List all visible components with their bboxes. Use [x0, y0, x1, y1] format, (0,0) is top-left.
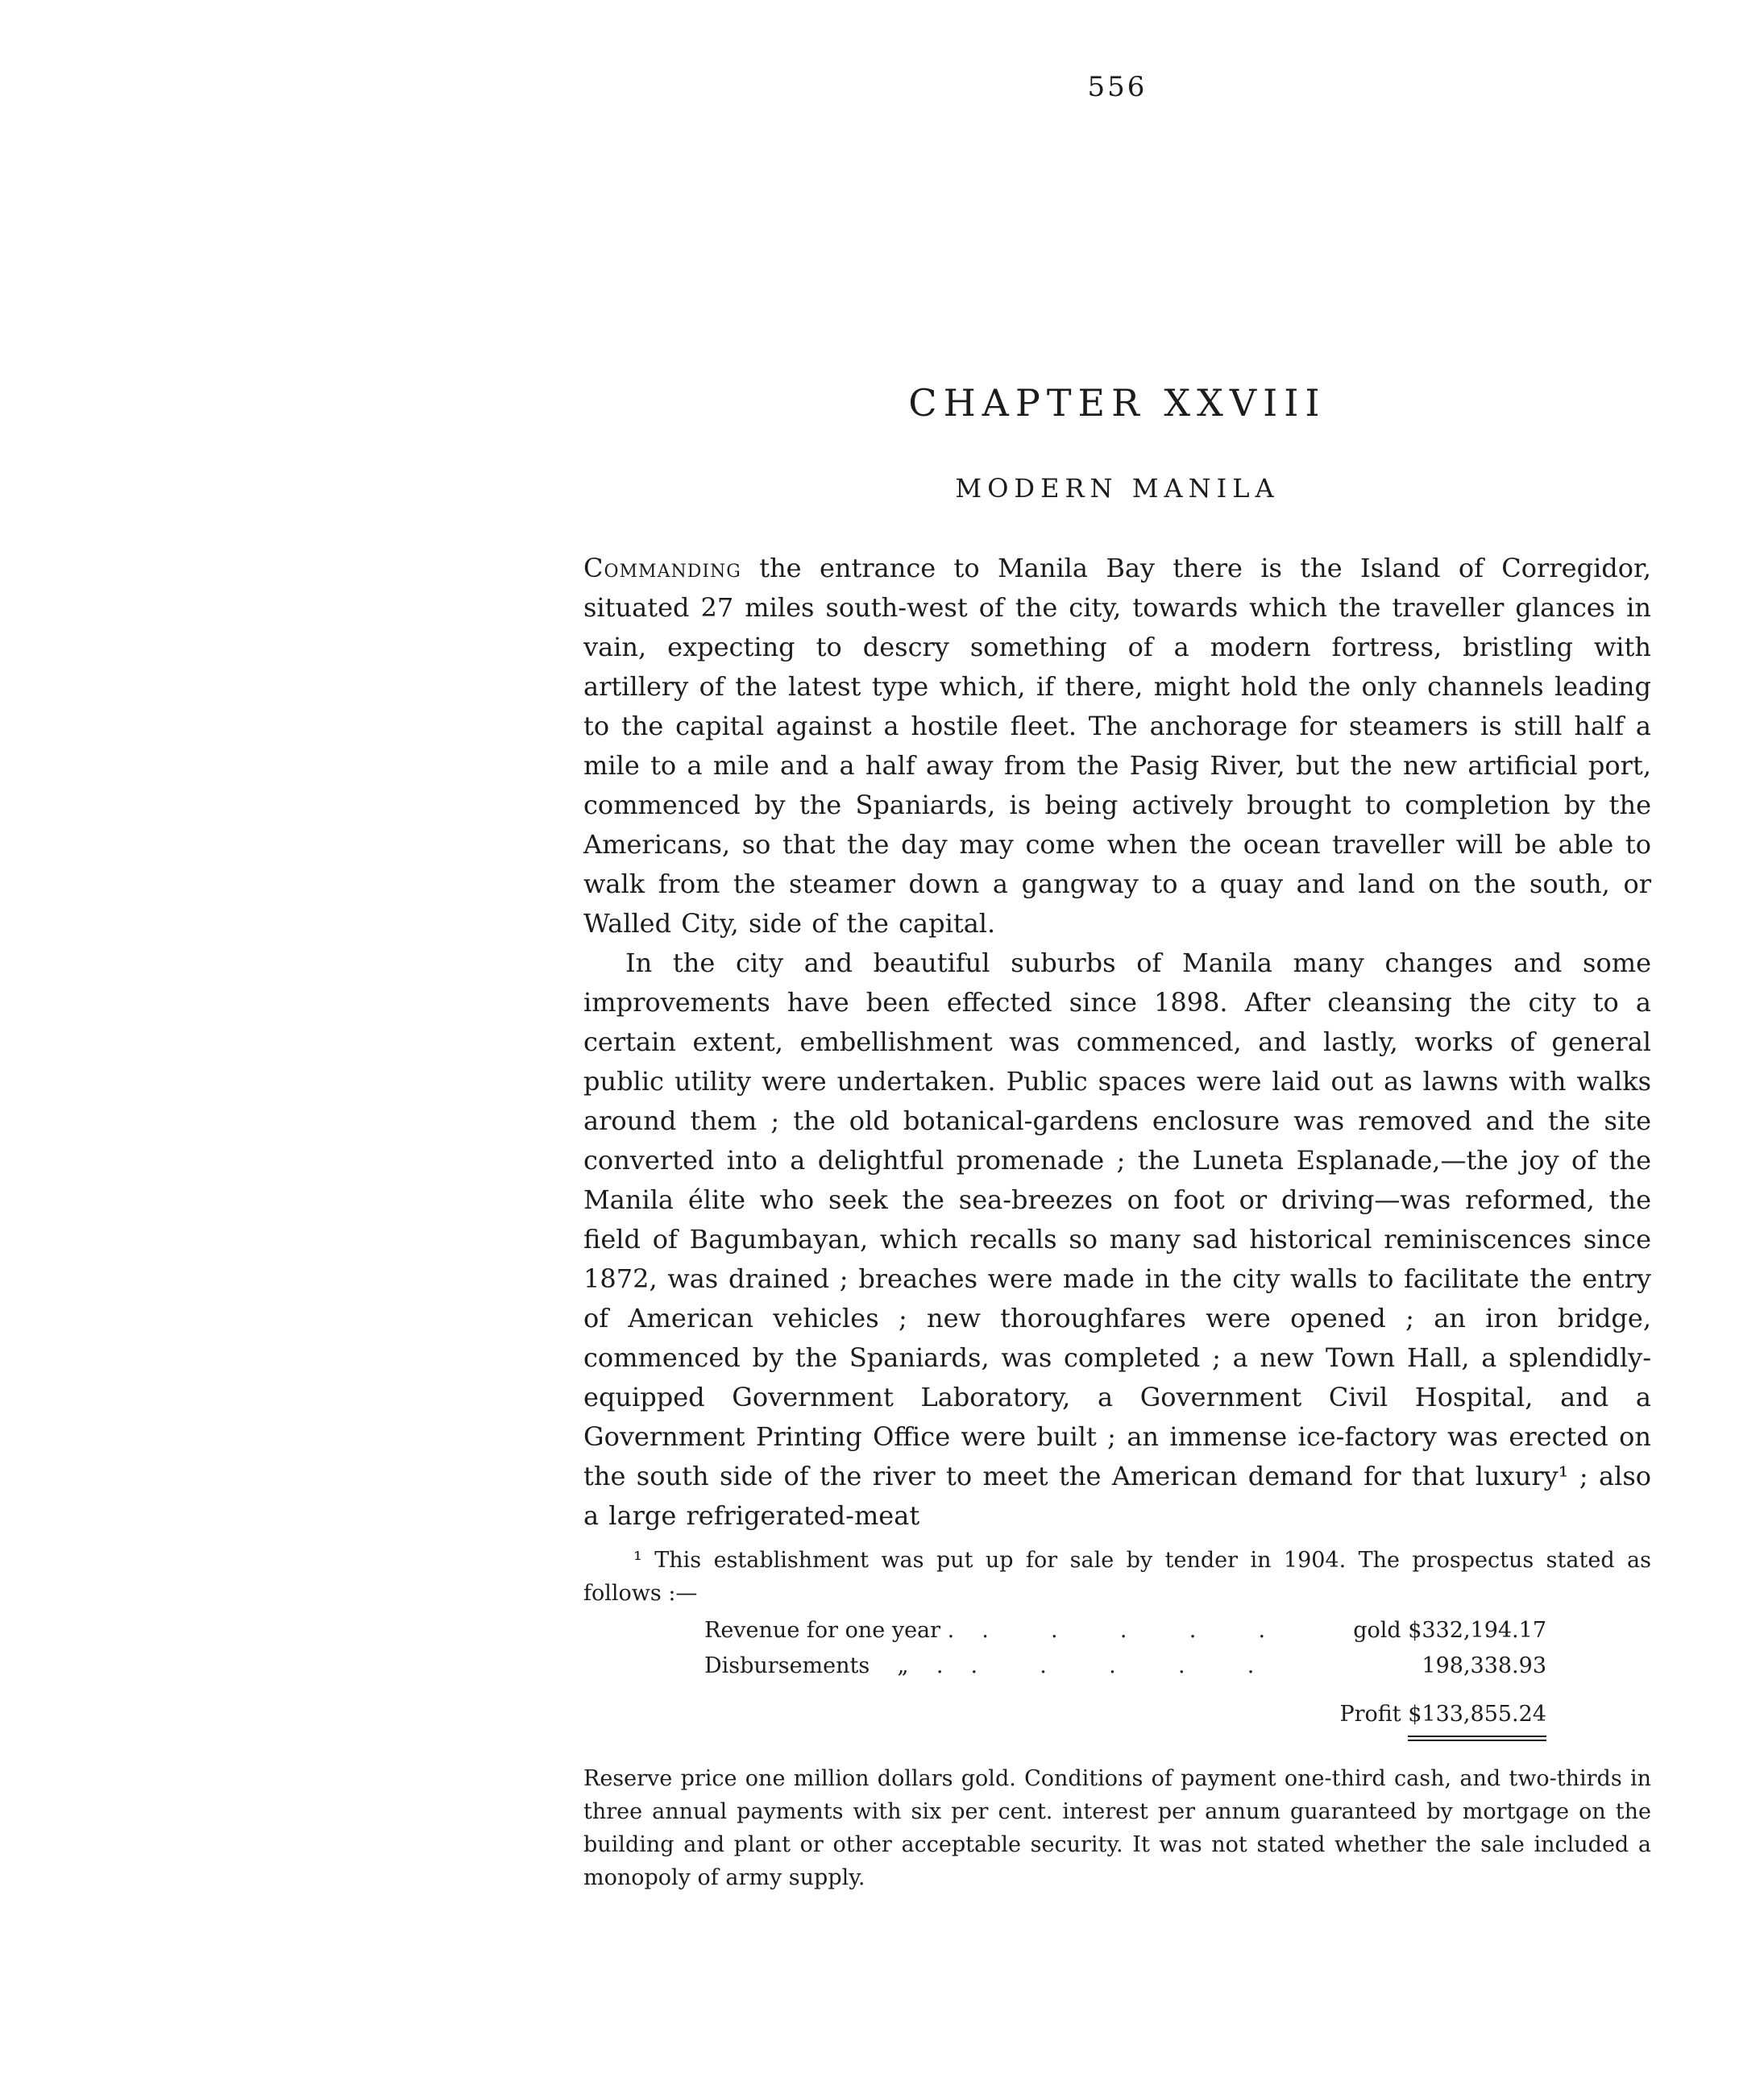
- footnote-intro: ¹ This establishment was put up for sale by tender in 1904. The prospectus stated as follows :—: [583, 1548, 1651, 1606]
- chapter-heading: CHAPTER XXVIII: [908, 381, 1326, 425]
- text-block: [583, 0, 1651, 1894]
- account-leaders: . . . . .: [982, 1618, 1266, 1643]
- account-row-revenue: [704, 1613, 1546, 1649]
- profit-amount: $133,855.24: [1408, 1697, 1546, 1741]
- footnote: [583, 1544, 1651, 1894]
- paragraph-2: In the city and beautiful suburbs of Manila many changes and some improvements have been effected since 1898. After cleansing the city to a certain extent, embellishment was commenced, and lastly, works of general public utility were undertaken. Public spaces were laid out as lawns with walks around them ; the old botanical-gardens enclosure was removed and the site converted into a delightful promenade ; the Luneta Esplanade,—the joy of the Manila élite who seek the sea-breezes on foot or driving—was reformed, the field of Bagumbayan, which recalls so many sad historical reminiscences since 1872, was drained ; breaches were made in the city walls to facilitate the entry of American vehicles ; new thoroughfares were opened ; an iron bridge, commenced by the Spaniards, was completed ; a new Town Hall, a splendidly-equipped Government Laboratory, a Government Civil Hospital, and a Government Printing Office were built ; an immense ice-factory was erected on the south side of the river to meet the American demand for that luxury¹ ; also a large refrigerated-meat: [583, 948, 1651, 1531]
- account-label: Disbursements „ .: [704, 1653, 944, 1678]
- account-value: gold $332,194.17: [1353, 1618, 1546, 1643]
- page-number: 556: [1087, 71, 1148, 103]
- profit-label: Profit: [1339, 1702, 1409, 1727]
- profit-line: [704, 1697, 1546, 1741]
- account-value: 198,338.93: [1422, 1653, 1546, 1678]
- paragraph-1-text: the entrance to Manila Bay there is the Island of Corregidor, situated 27 miles south-west of the city, towards which the traveller glances in vain, expecting to descry something of a modern fortress, bristling with artillery of the latest type which, if there, might hold the only channels leading to the capital against a hostile fleet. The anchorage for steamers is still half a mile to a mile and a half away from the Pasig River, but the new artificial port, commenced by the Spaniards, is being actively brought to completion by the Americans, so that the day may come when the ocean traveller will be able to walk from the steamer down a gangway to a quay and land on the south, or Walled City, side of the capital.: [583, 553, 1651, 939]
- body-text: [583, 549, 1651, 1536]
- chapter-subtitle: MODERN MANILA: [955, 473, 1280, 504]
- account-row-disbursements: [704, 1649, 1546, 1684]
- footnote-accounts: [704, 1613, 1546, 1684]
- footnote-closing: Reserve price one million dollars gold. Conditions of payment one-third cash, and two-thirds in three annual payments with six per cent. interest per annum guaranteed by mortgage on the building and plant or other acceptable security. It was not stated whether the sale included a monopoly of army supply.: [583, 1766, 1651, 1890]
- lead-word: Commanding: [583, 553, 741, 583]
- account-label: Revenue for one year .: [704, 1618, 955, 1643]
- paragraph-1: [583, 549, 1651, 944]
- account-leaders: . . . . .: [970, 1653, 1255, 1678]
